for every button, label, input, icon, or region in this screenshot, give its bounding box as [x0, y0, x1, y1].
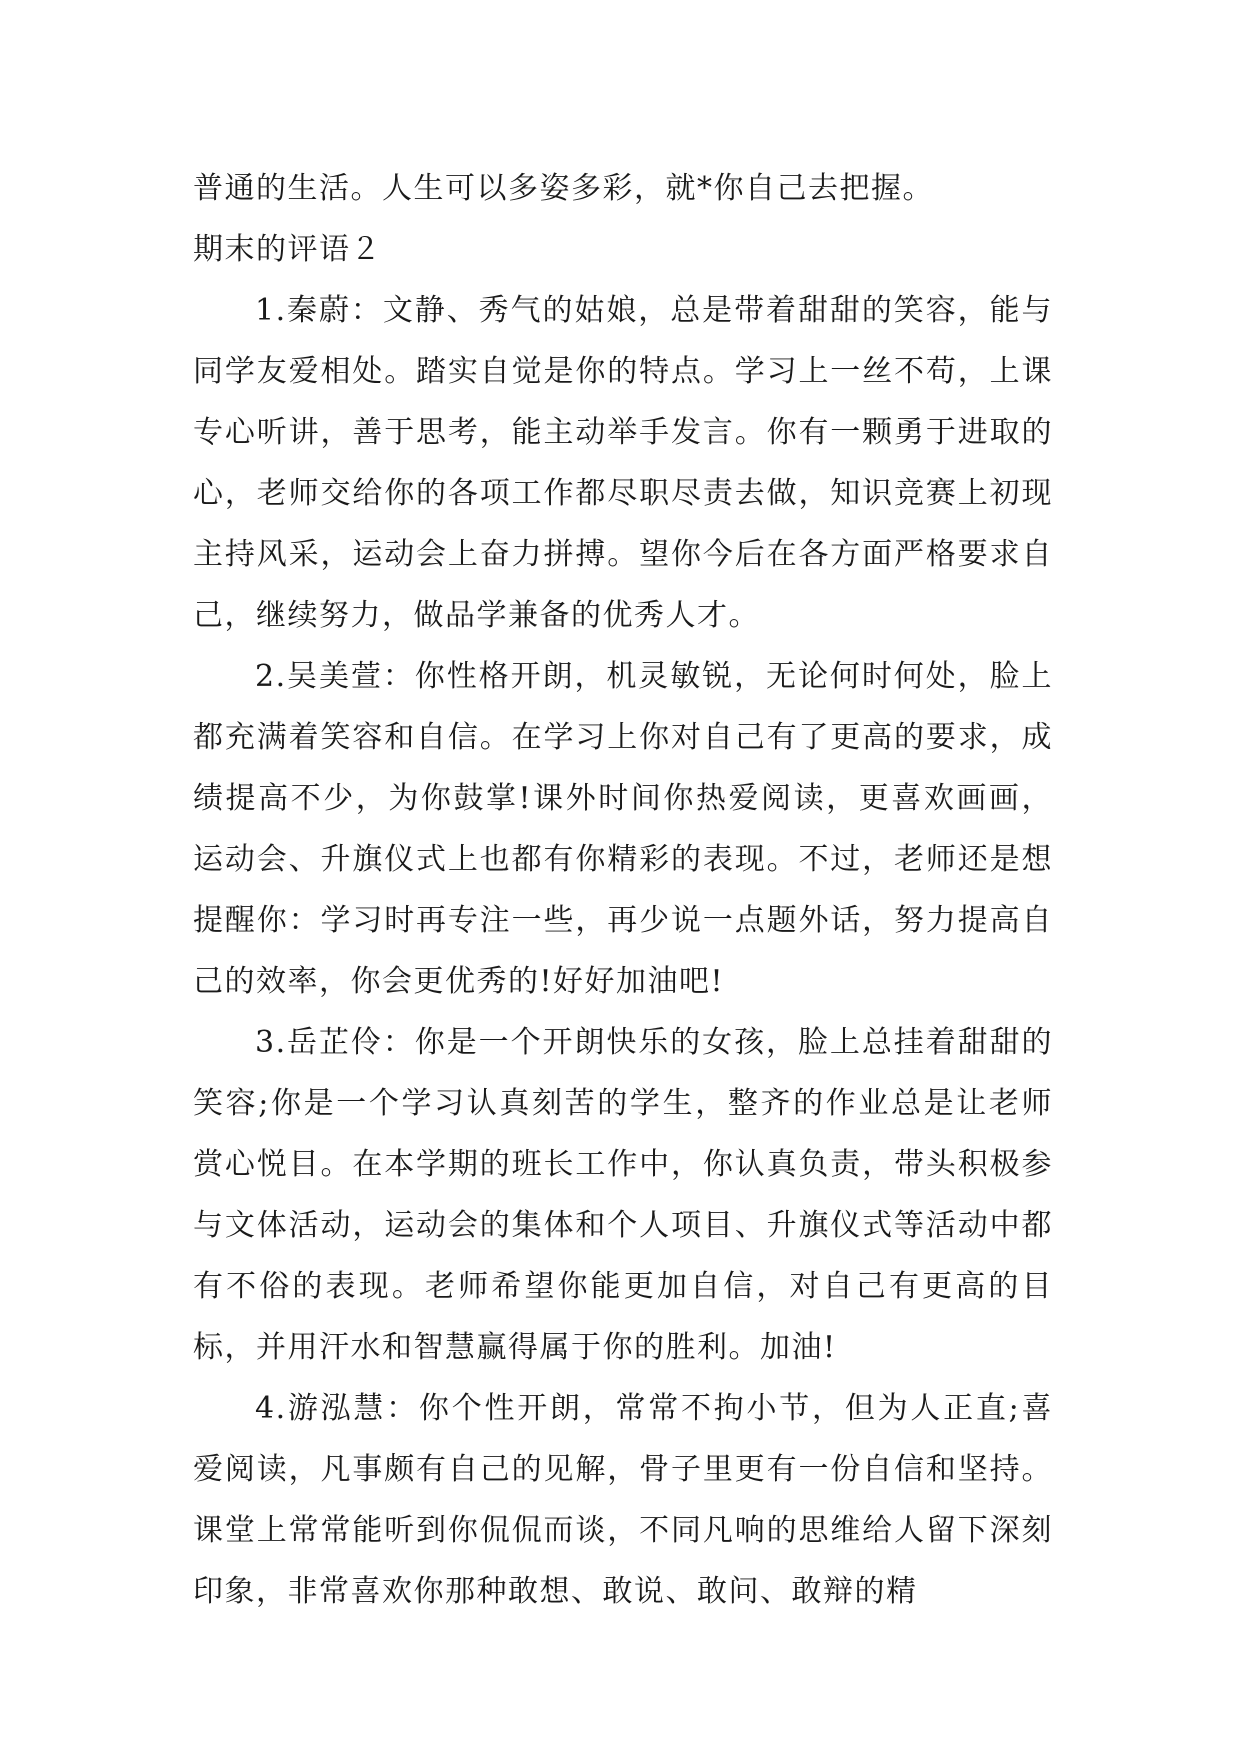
- comment-paragraph-3: 3.岳芷伶：你是一个开朗快乐的女孩，脸上总挂着甜甜的笑容;你是一个学习认真刻苦的学生，整齐的作业总是让老师赏心悦目。在本学期的班长工作中，你认真负责，带头积极参与文体活动，运动会的集体和个人项目、升旗仪式等活动中都有不俗的表现。老师希望你能更加自信，对自己有更高的目标，并用汗水和智慧赢得属于你的胜利。加油!: [193, 1025, 1053, 1365]
- comment-paragraph-1: 1.秦蔚：文静、秀气的姑娘，总是带着甜甜的笑容，能与同学友爱相处。踏实自觉是你的特点。学习上一丝不苟，上课专心听讲，善于思考，能主动举手发言。你有一颗勇于进取的心，老师交给你的各项工作都尽职尽责去做，知识竞赛上初现主持风采，运动会上奋力拼搏。望你今后在各方面严格要求自己，继续努力，做品学兼备的优秀人才。: [193, 293, 1053, 633]
- comment-paragraph-2: 2.吴美萱：你性格开朗，机灵敏锐，无论何时何处，脸上都充满着笑容和自信。在学习上你对自己有了更高的要求，成绩提高不少，为你鼓掌!课外时间你热爱阅读，更喜欢画画，运动会、升旗仪式上也都有你精彩的表现。不过，老师还是想提醒你：学习时再专注一些，再少说一点题外话，努力提高自己的效率，你会更优秀的!好好加油吧!: [193, 659, 1053, 999]
- lead-line: 普通的生活。人生可以多姿多彩，就*你自己去把握。: [193, 171, 934, 206]
- document-body: [193, 158, 1053, 1622]
- section-heading: 期末的评语２: [193, 232, 382, 267]
- comment-paragraph-4: 4.游泓慧：你个性开朗，常常不拘小节，但为人正直;喜爱阅读，凡事颇有自己的见解，骨子里更有一份自信和坚持。课堂上常常能听到你侃侃而谈，不同凡响的思维给人留下深刻印象，非常喜欢你那种敢想、敢说、敢问、敢辩的精: [193, 1391, 1053, 1609]
